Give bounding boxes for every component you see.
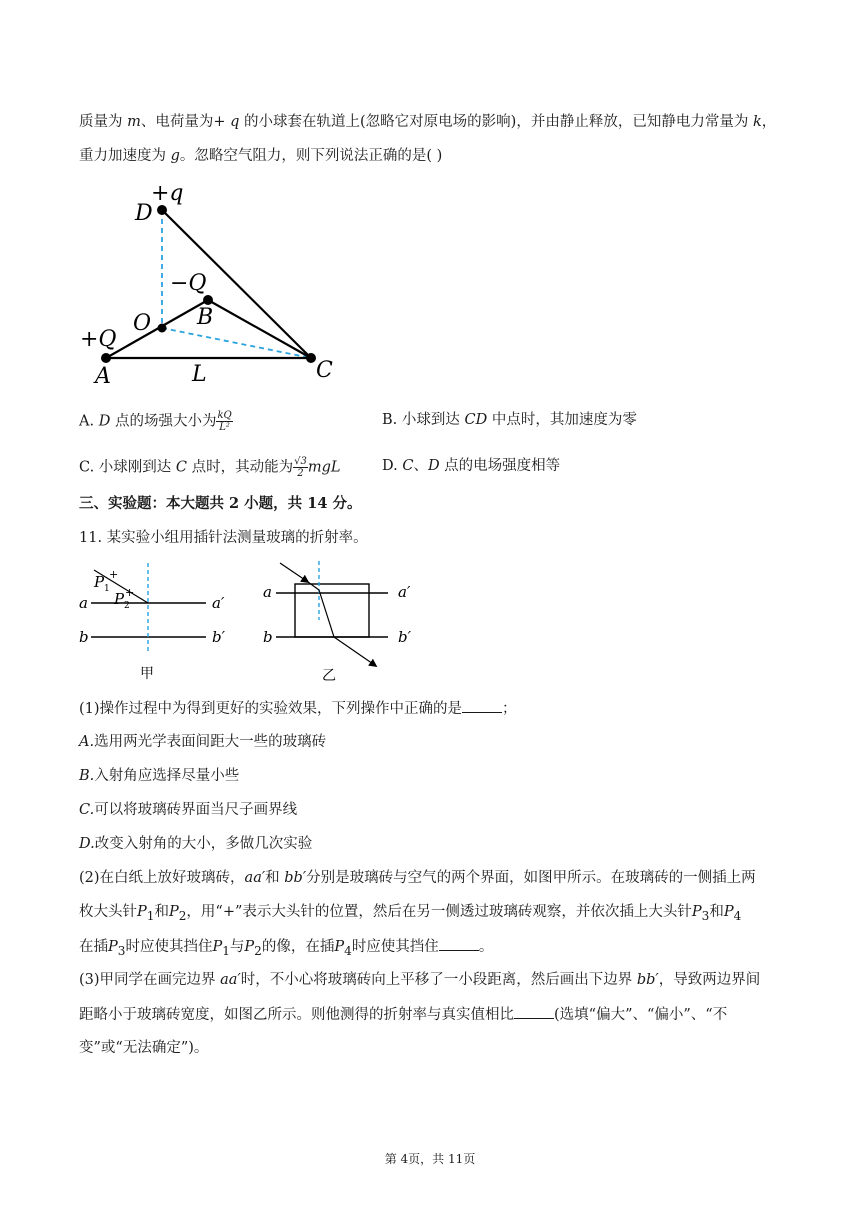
section-heading: 三、实验题：本大题共 2 小题，共 14 分。: [79, 495, 362, 512]
label-b: b: [263, 628, 273, 646]
label-a-prime: a′: [398, 583, 411, 601]
option-B-text: 中点时，其加速度为零: [487, 412, 637, 428]
label-a-prime: a′: [212, 594, 225, 612]
option-C-text: C. 小球刚到达: [79, 459, 176, 476]
point-O: [158, 324, 167, 333]
caption-jia: 甲: [140, 666, 154, 682]
sub: 1: [222, 943, 230, 958]
var-m: m: [127, 114, 141, 130]
intro-text: 、电荷量为+: [140, 114, 231, 130]
label-plus-q: +q: [151, 181, 184, 206]
option-A-fraction: [216, 410, 232, 433]
var: P: [168, 904, 179, 920]
option-B: [382, 410, 637, 430]
text: 与: [229, 939, 245, 955]
var: P: [691, 904, 702, 920]
var: P: [334, 939, 345, 955]
label-minus-Q: −Q: [170, 271, 207, 296]
q11-part1: [79, 698, 517, 719]
option-letter: B.: [79, 768, 95, 784]
label-P1: P: [94, 573, 105, 591]
dashed-OC: [162, 328, 311, 358]
text: 分别是玻璃砖与空气的两个界面，如图甲所示。在玻璃砖的一侧插上两: [306, 870, 756, 886]
label-P2-sub: 2: [124, 601, 130, 611]
label-L: L: [192, 362, 207, 387]
label-D: D: [135, 201, 153, 226]
text: 和: [154, 904, 169, 920]
triangle-figure: [75, 178, 345, 390]
label-b: b: [79, 628, 89, 646]
point-B: [203, 295, 213, 305]
text: ，用“+”表示大头针的位置，然后在另一侧透过玻璃砖观察，并依次插上大头针: [186, 904, 692, 920]
option-letter: C.: [79, 802, 95, 818]
label-a: a: [79, 594, 88, 612]
option-D-letter: D.: [382, 458, 403, 474]
var: P: [137, 904, 147, 920]
rail-AB: [106, 300, 208, 358]
q11-part1-tail: ；: [502, 701, 517, 717]
intro-text: ，: [761, 114, 777, 130]
pin-P2-mark: +: [125, 586, 135, 599]
option-text: 选用两光学表面间距大一些的玻璃砖: [94, 734, 327, 750]
text: 时，不小心将玻璃砖向上平移了一小段距离，然后画出下边界: [240, 972, 637, 988]
option-C-var: C: [175, 459, 188, 476]
intro-line-1: [79, 112, 776, 132]
var-g: g: [170, 148, 180, 164]
sub: 2: [254, 943, 262, 958]
var-q: q: [230, 114, 240, 130]
var: P: [723, 904, 734, 920]
option-letter: A.: [79, 734, 95, 750]
q11-part3-line1: [79, 970, 760, 990]
q11-part1-text: (1)操作过程中为得到更好的实验效果，下列操作中正确的是: [79, 701, 463, 717]
answer-blank-2[interactable]: [439, 936, 479, 951]
text: (选填“偏大”、“偏小”、“不: [554, 1007, 728, 1023]
point-C: [306, 353, 316, 363]
sub: 3: [701, 908, 710, 923]
label-P1-sub: 1: [104, 584, 110, 594]
var: P: [108, 939, 118, 955]
answer-blank-3[interactable]: [514, 1004, 554, 1019]
var-k: k: [752, 114, 762, 130]
text: 和: [709, 904, 724, 920]
fraction-denominator: L²: [219, 422, 230, 433]
fraction-denominator: 2: [297, 468, 304, 479]
option-D-sep: 、: [413, 458, 428, 474]
option-text: 可以将玻璃砖界面当尺子画界线: [94, 802, 298, 818]
option-text: 入射角应选择尽量小些: [94, 768, 240, 784]
figure-jia: [76, 560, 246, 684]
question-11-stem: 11. 某实验小组用插针法测量玻璃的折射率。: [79, 530, 368, 546]
option-B-var: CD: [464, 412, 488, 428]
sub: 2: [178, 908, 187, 923]
option-B-text: B. 小球到达: [382, 412, 465, 428]
text: 枚大头针: [79, 904, 137, 920]
option-D: [382, 456, 560, 476]
intro-text: 。忽略空气阻力，则下列说法正确的是( ): [179, 148, 443, 164]
q11-option-C: [79, 800, 297, 820]
page-footer: 第 4页，共 11页: [384, 1152, 476, 1166]
q11-option-A: [79, 732, 326, 752]
option-A-text: 点的场强大小为: [110, 413, 217, 430]
q11-option-B: [79, 766, 239, 786]
label-C: C: [316, 358, 333, 383]
var: bb′: [636, 972, 659, 988]
q11-part2-line1: [79, 868, 756, 888]
q11-part3-line3: 变”或“无法确定”)。: [79, 1040, 209, 1056]
text: 时应使其挡住: [351, 939, 439, 955]
var: aa′: [244, 870, 266, 886]
point-A: [101, 353, 111, 363]
var: aa′: [220, 972, 241, 988]
text: 和: [265, 870, 285, 886]
point-D: [157, 205, 167, 215]
ray-in-arrow: [280, 563, 308, 582]
option-C-text: 点时，其动能为: [187, 459, 294, 476]
option-C-fraction: [293, 456, 308, 479]
option-C-tail: mgL: [307, 459, 341, 476]
sub: 4: [733, 908, 742, 923]
label-P2: P: [114, 590, 125, 608]
label-b-prime: b′: [212, 628, 226, 646]
q11-part2-line2: [79, 902, 741, 926]
intro-text: 质量为: [79, 114, 128, 130]
option-A: [79, 410, 233, 433]
text: 时应使其挡住: [125, 939, 213, 955]
rail-BC: [208, 300, 311, 358]
label-b-prime: b′: [398, 628, 412, 646]
intro-line-2: [79, 146, 442, 166]
var: P: [244, 939, 255, 955]
caption-yi: 乙: [322, 668, 336, 684]
option-letter: D.: [79, 836, 95, 852]
fraction-numerator: √3: [294, 456, 307, 467]
sub: 1: [146, 908, 155, 923]
option-D-var: C: [402, 458, 414, 474]
ray-inside: [319, 590, 334, 637]
label-O: O: [133, 311, 152, 336]
intro-text: 重力加速度为: [79, 148, 171, 164]
answer-blank-1[interactable]: [462, 698, 502, 713]
sub: 3: [117, 943, 126, 958]
fraction-numerator: kQ: [217, 410, 232, 421]
text: (2)在白纸上放好玻璃砖，: [79, 870, 245, 886]
option-C: [79, 456, 341, 479]
text: 在插: [79, 939, 108, 955]
option-A-var: D: [98, 413, 111, 430]
ray-in: [308, 582, 319, 590]
q11-option-D: [79, 834, 312, 854]
var: bb′: [284, 870, 307, 886]
q11-part3-line2: [79, 1004, 727, 1025]
figure-yi: [258, 560, 428, 684]
option-D-text: 点的电场强度相等: [439, 458, 561, 474]
label-A: A: [95, 364, 111, 389]
var: P: [212, 939, 223, 955]
option-text: 改变入射角的大小，多做几次实验: [94, 836, 313, 852]
label-a: a: [263, 583, 272, 601]
q11-part2-line3: [79, 936, 493, 961]
option-A-letter: A.: [79, 413, 99, 430]
pin-P1-mark: +: [109, 568, 119, 581]
text: 的像，在插: [261, 939, 335, 955]
text: ，导致两边界间: [658, 972, 761, 988]
ray-out: [334, 637, 376, 666]
sub: 4: [344, 943, 352, 958]
option-D-var: D: [427, 458, 440, 474]
label-plus-Q: +Q: [80, 327, 117, 352]
text: 距略小于玻璃砖宽度，如图乙所示。则他测得的折射率与真实值相比: [79, 1007, 514, 1023]
intro-text: 的小球套在轨道上(忽略它对原电场的影响)，并由静止释放，已知静电力常量为: [239, 114, 753, 130]
label-B: B: [197, 305, 214, 330]
text: (3)甲同学在画完边界: [79, 972, 221, 988]
text: 。: [478, 939, 494, 955]
